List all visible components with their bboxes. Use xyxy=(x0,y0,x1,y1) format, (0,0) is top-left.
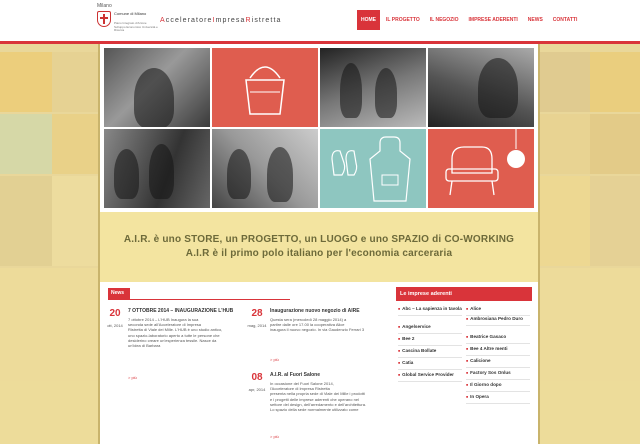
news-date-day: 08 xyxy=(251,372,263,383)
news-more-link[interactable]: > più xyxy=(270,434,279,439)
bg-tile xyxy=(0,114,52,174)
brand-part: mpresa xyxy=(215,17,246,24)
imprese-item[interactable]: ■ In Opera xyxy=(466,394,530,404)
imprese-item[interactable]: ■ Alice xyxy=(466,306,530,316)
nav-item-negozio[interactable]: IL NEGOZIO xyxy=(429,17,459,23)
imprese-item[interactable]: ■ Beatrice Gasaco xyxy=(466,334,530,344)
news-rule xyxy=(108,299,290,300)
news-item[interactable] xyxy=(246,308,384,368)
news-body-line: settore del design, dell'arredamento e dell'architettura. xyxy=(270,401,367,407)
imprese-item[interactable]: ■ Factory Sos Onlus xyxy=(466,370,530,380)
news-body-line: Lo spazio della sede normalmente utilizzato come xyxy=(270,407,359,413)
imprese-item[interactable]: ■ Bee 2 xyxy=(398,336,462,346)
imprese-item[interactable]: ■ Abc – La sapienza in tavola xyxy=(398,306,462,316)
brand-part: A xyxy=(160,17,166,24)
background-left-collage xyxy=(0,44,102,444)
imprese-item[interactable]: ■ Il Giorno dopo xyxy=(466,382,530,392)
bg-tile xyxy=(0,52,52,112)
nav-item-progetto[interactable]: IL PROGETTO xyxy=(386,17,420,23)
news-body-line: un'idea di Barbara xyxy=(128,343,161,349)
bg-tile xyxy=(538,176,590,266)
news-body-line: desiderino creare un'esperienza tessile. Nasce da xyxy=(128,337,217,343)
news-title[interactable]: 7 OTTOBRE 2014 – INAUGURAZIONE L'HUB xyxy=(128,308,234,314)
imprese-item[interactable]: ■ Cascina Bollate xyxy=(398,348,462,358)
imprese-heading: Le imprese aderenti xyxy=(396,287,532,301)
frame-border-right xyxy=(538,44,540,444)
news-body-line: inaugura il nuovo negozio. In via Gaudenzio Ferrari 3 xyxy=(270,327,365,333)
bg-tile xyxy=(590,52,640,112)
news-body-line: l'Acceleratore di Impresa Ristretta xyxy=(270,386,330,392)
news-heading: News xyxy=(108,288,130,299)
news-date-day: 20 xyxy=(109,308,121,319)
news-body-line: seconda sede all'Acceleratore di Impresa xyxy=(128,322,202,328)
bg-tile xyxy=(538,52,590,112)
news-body-line: In occasione del Fuori Salone 2014, xyxy=(270,381,334,386)
bg-tile xyxy=(590,114,640,174)
brand-part: cceleratore xyxy=(165,17,213,24)
news-body xyxy=(128,317,222,348)
bg-tile xyxy=(0,268,102,444)
tagline-line-1: A.I.R. è uno STORE, un PROGETTO, un LUOGO e uno SPAZIO di CO-WORKING xyxy=(123,234,515,245)
imprese-item[interactable]: ■ Bee 4 Altre menti xyxy=(466,346,530,356)
imprese-item[interactable]: ■ Calicione xyxy=(466,358,530,368)
news-date-month: apr, 2014 xyxy=(248,387,266,392)
news-more-link[interactable]: > più xyxy=(128,375,137,380)
logo-city: Milano xyxy=(97,3,112,9)
background-right-collage xyxy=(538,44,640,444)
news-title[interactable]: Inaugurazione nuovo negozio di AIRE xyxy=(270,308,360,314)
news-body-line: presenta nella propria sede di Viale dei Mille i prodotti xyxy=(270,391,365,397)
nav-item-contatti[interactable]: CONTATTI xyxy=(552,17,578,23)
news-date-day: 28 xyxy=(251,308,263,319)
news-body xyxy=(270,317,364,333)
bg-tile xyxy=(538,114,590,174)
imprese-item[interactable]: ■ Catia xyxy=(398,360,462,370)
brand-part: I xyxy=(212,17,216,24)
lower-content xyxy=(100,0,538,444)
tagline-line-2: A.I.R è il primo polo italiano per l'economia carceraria xyxy=(185,248,453,259)
bg-tile xyxy=(590,176,640,266)
news-body xyxy=(270,381,366,412)
bg-tile xyxy=(538,268,640,444)
brand-part: R xyxy=(245,17,252,24)
news-body-line: uno spazio-laboratorio aperto a tutte le persone che xyxy=(128,332,220,338)
bg-tile xyxy=(52,114,102,174)
bg-tile xyxy=(52,52,102,112)
news-more-link[interactable]: > più xyxy=(270,357,279,362)
news-body-line: 7 ottobre 2014 – L'HUB Inaugura la sua xyxy=(128,317,199,322)
news-body-line: e i progetti delle imprese aderenti che operano nel xyxy=(270,396,359,402)
nav-item-imprese[interactable]: IMPRESE ADERENTI xyxy=(468,17,518,23)
news-date-month: mag, 2014 xyxy=(247,323,267,328)
news-body-line: partire dalle ore 17.00 la cooperativa Alice xyxy=(270,322,345,328)
news-body-line: Ristretta di Viale dei Mille. L'HUB è uno studio antico, xyxy=(128,327,223,333)
news-date-month: ott, 2014 xyxy=(107,323,123,328)
imprese-item[interactable]: ■ Ambrosiana Pedro Duro xyxy=(466,316,530,326)
bg-tile xyxy=(0,176,52,266)
news-title[interactable]: A.I.R. al Fuori Salone xyxy=(270,372,321,378)
bg-tile xyxy=(52,176,102,266)
news-body-line: Questa sera (mercoledì 28 maggio 2014) a xyxy=(270,317,347,322)
logo-subtitle: Piano Integrato d'Azione Sviluppo Economico Università e Ricerca xyxy=(114,21,158,32)
news-item[interactable] xyxy=(104,308,234,386)
news-item[interactable] xyxy=(246,372,384,444)
brand-part: istretta xyxy=(251,17,282,24)
imprese-item[interactable]: ■ Global Service Provider xyxy=(398,372,462,382)
logo-comune: Comune di Milano xyxy=(114,11,147,16)
nav-item-home[interactable]: HOME xyxy=(357,10,380,30)
nav-item-news[interactable]: NEWS xyxy=(527,17,543,23)
imprese-item[interactable]: ■ Angelservice xyxy=(398,324,462,334)
